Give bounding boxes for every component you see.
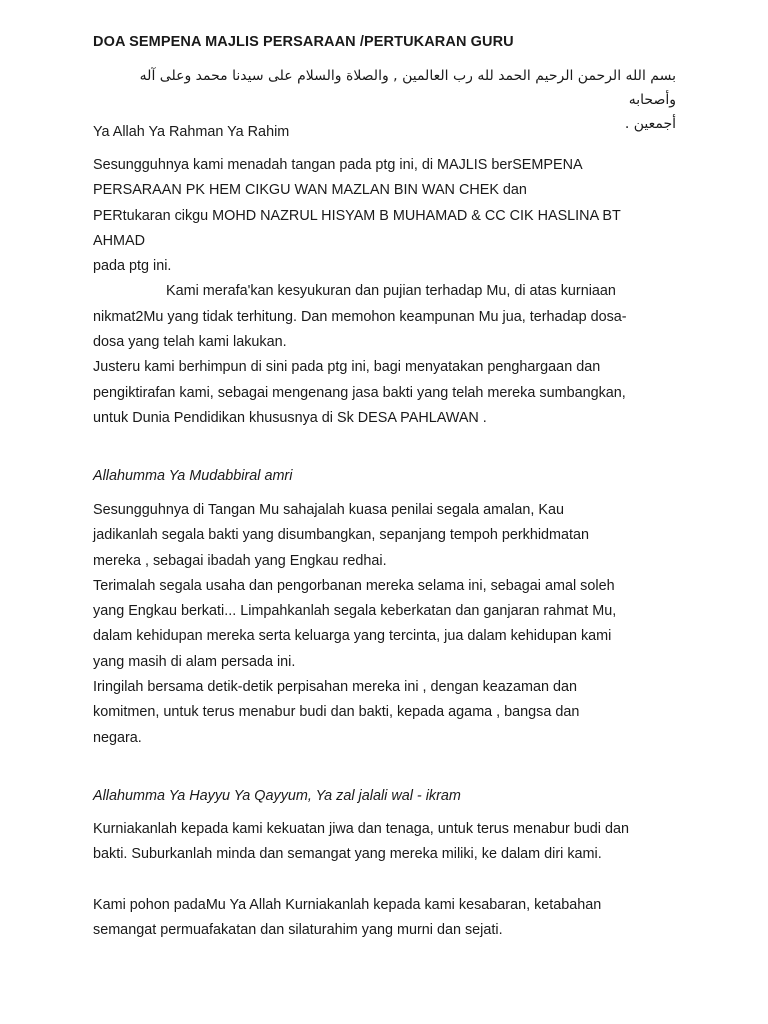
paragraph-1 — [93, 153, 683, 431]
text-line: Sesungguhnya kami menadah tangan pada ptg ini, di MAJLIS berSEMPENA — [93, 157, 583, 173]
text-line: Iringilah bersama detik-detik perpisahan mereka ini , dengan keazaman dan — [93, 679, 577, 696]
paragraph-4 — [93, 893, 683, 944]
text-line: pengiktirafan kami, sebagai mengenang jasa bakti yang telah mereka sumbangkan, — [93, 384, 626, 401]
text-line: yang Engkau berkati... Limpahkanlah segala keberkatan dan ganjaran rahmat Mu, — [93, 603, 617, 620]
arabic-line-2: أجمعين . — [624, 116, 676, 132]
text-line: AHMAD — [93, 232, 145, 249]
text-line: PERSARAAN PK HEM CIKGU WAN MAZLAN BIN WAN CHEK dan — [93, 182, 527, 199]
text-line: dalam kehidupan mereka serta keluarga yang tercinta, jua dalam kehidupan kami — [93, 628, 612, 645]
text-line: untuk Dunia Pendidikan khususnya di Sk DESA PAHLAWAN . — [93, 409, 487, 426]
text-line: jadikanlah segala bakti yang disumbangkan, sepanjang tempoh perkhidmatan — [93, 527, 590, 544]
paragraph-2 — [93, 498, 683, 751]
text-line: PERtukaran cikgu MOHD NAZRUL HISYAM B MUHAMAD & CC CIK HASLINA BT — [93, 207, 621, 224]
invocation-heading-3: Allahumma Ya Hayyu Ya Qayyum, Ya zal jalali wal - ikram — [93, 788, 461, 804]
text-line: Terimalah segala usaha dan pengorbanan mereka selama ini, sebagai amal soleh — [93, 577, 615, 594]
text-line: Justeru kami berhimpun di sini pada ptg ini, bagi menyatakan penghargaan dan — [93, 359, 601, 376]
text-line: mereka , sebagai ibadah yang Engkau redhai. — [93, 552, 387, 569]
text-line: negara. — [93, 729, 142, 746]
text-line: nikmat2Mu yang tidak terhitung. Dan memohon keampunan Mu jua, terhadap dosa- — [93, 308, 627, 325]
text-line: komitmen, untuk terus menabur budi dan bakti, kepada agama , bangsa dan — [93, 704, 580, 721]
text-line: Kurniakanlah kepada kami kekuatan jiwa dan tenaga, untuk terus menabur budi dan — [93, 821, 630, 837]
text-line: yang masih di alam persada ini. — [93, 653, 296, 670]
invocation-heading-2: Allahumma Ya Mudabbiral amri — [93, 468, 293, 484]
text-line: dosa yang telah kami lakukan. — [93, 334, 287, 351]
opening-invocation: Ya Allah Ya Rahman Ya Rahim — [93, 124, 290, 140]
text-line: bakti. Suburkanlah minda dan semangat yang mereka miliki, ke dalam diri kami. — [93, 846, 602, 863]
text-line: pada ptg ini. — [93, 258, 172, 275]
text-line: semangat permuafakatan dan silaturahim yang murni dan sejati. — [93, 922, 503, 939]
paragraph-3 — [93, 817, 683, 868]
arabic-line-1: بسم الله الرحمن الرحيم الحمد لله رب العالمين , والصلاة والسلام على سيدنا محمد وعلى آله وأصحابه — [139, 68, 676, 108]
text-line: Sesungguhnya di Tangan Mu sahajalah kuasa penilai segala amalan, Kau — [93, 502, 564, 518]
text-line: Kami merafa'kan kesyukuran dan pujian terhadap Mu, di atas kurniaan — [166, 283, 616, 300]
text-line: Kami pohon padaMu Ya Allah Kurniakanlah kepada kami kesabaran, ketabahan — [93, 897, 602, 913]
document-title: DOA SEMPENA MAJLIS PERSARAAN /PERTUKARAN GURU — [93, 34, 514, 50]
